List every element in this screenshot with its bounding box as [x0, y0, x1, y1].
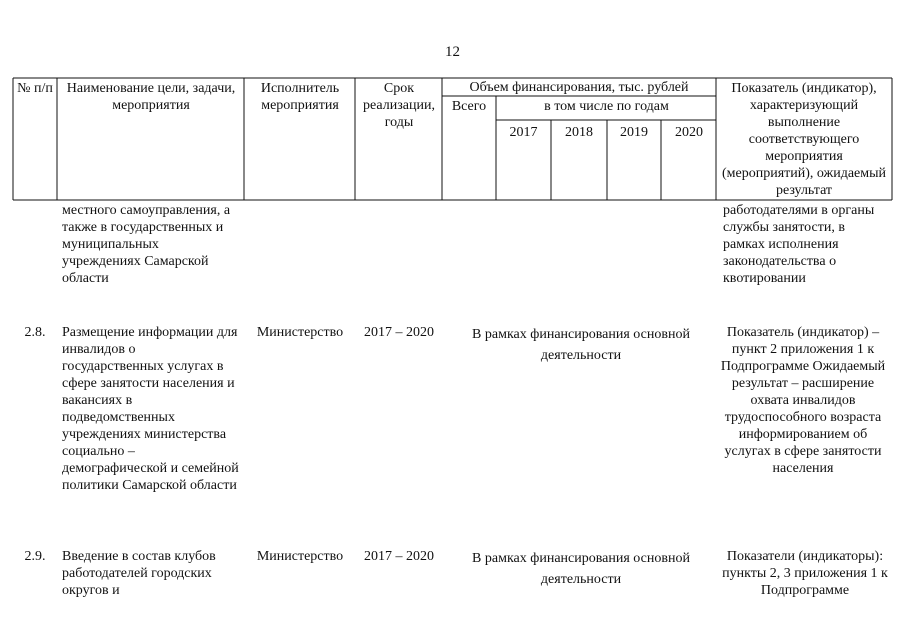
row-num: 2.8. [24, 325, 46, 340]
header-executor: Исполнитель мероприятия [260, 81, 340, 113]
row-financing: В рамках финансирования основной деятельности [472, 551, 690, 587]
row-indicator: Показатель (индикатор) – пункт 2 приложения 1 к Подпрограмме Ожидаемый результат – расширение охвата инвалидов трудоспособного возраста информированием об услугах в сфере занятости населения [720, 325, 886, 476]
header-year-2019: 2019 [620, 125, 648, 140]
header-year-2017: 2017 [509, 125, 538, 140]
header-name: Наименование цели, задачи, мероприятия [66, 81, 236, 113]
row-period: 2017 – 2020 [364, 325, 434, 340]
header-num: № п/п [17, 81, 53, 96]
row-name: Введение в состав клубов работодателей городских округов и [62, 549, 216, 598]
row-num: 2.9. [24, 549, 46, 564]
header-total: Всего [451, 99, 487, 114]
header-year-2020: 2020 [675, 125, 703, 140]
continuation-name: местного самоуправления, а также в государственных и муниципальных учреждениях Самарской области [62, 203, 231, 286]
header-indicator: Показатель (индикатор), характеризующий выполнение соответствующего мероприятия (мероприятий), ожидаемый результат [721, 81, 887, 198]
header-year-2018: 2018 [565, 125, 593, 140]
row-indicator: Показатели (индикаторы): пункты 2, 3 приложения 1 к Подпрограмме [722, 549, 888, 598]
row-executor: Министерство [256, 549, 344, 564]
row-period: 2017 – 2020 [364, 549, 434, 564]
header-by-years: в том числе по годам [544, 99, 669, 114]
continuation-indicator: работодателями в органы службы занятости, в рамках исполнения законодательства о квотировании [723, 203, 875, 286]
page-number: 12 [445, 44, 460, 60]
header-financing: Объем финансирования, тыс. рублей [469, 80, 689, 95]
row-executor: Министерство [256, 325, 344, 340]
row-name: Размещение информации для инвалидов о государственных услугах в сфере занятости населения и вакансиях в подведомственных учреждениях министерства социально – демографической и семейной политики Самарской области [62, 325, 239, 493]
header-period: Срок реализации, годы [363, 81, 435, 130]
row-financing: В рамках финансирования основной деятельности [472, 327, 690, 363]
